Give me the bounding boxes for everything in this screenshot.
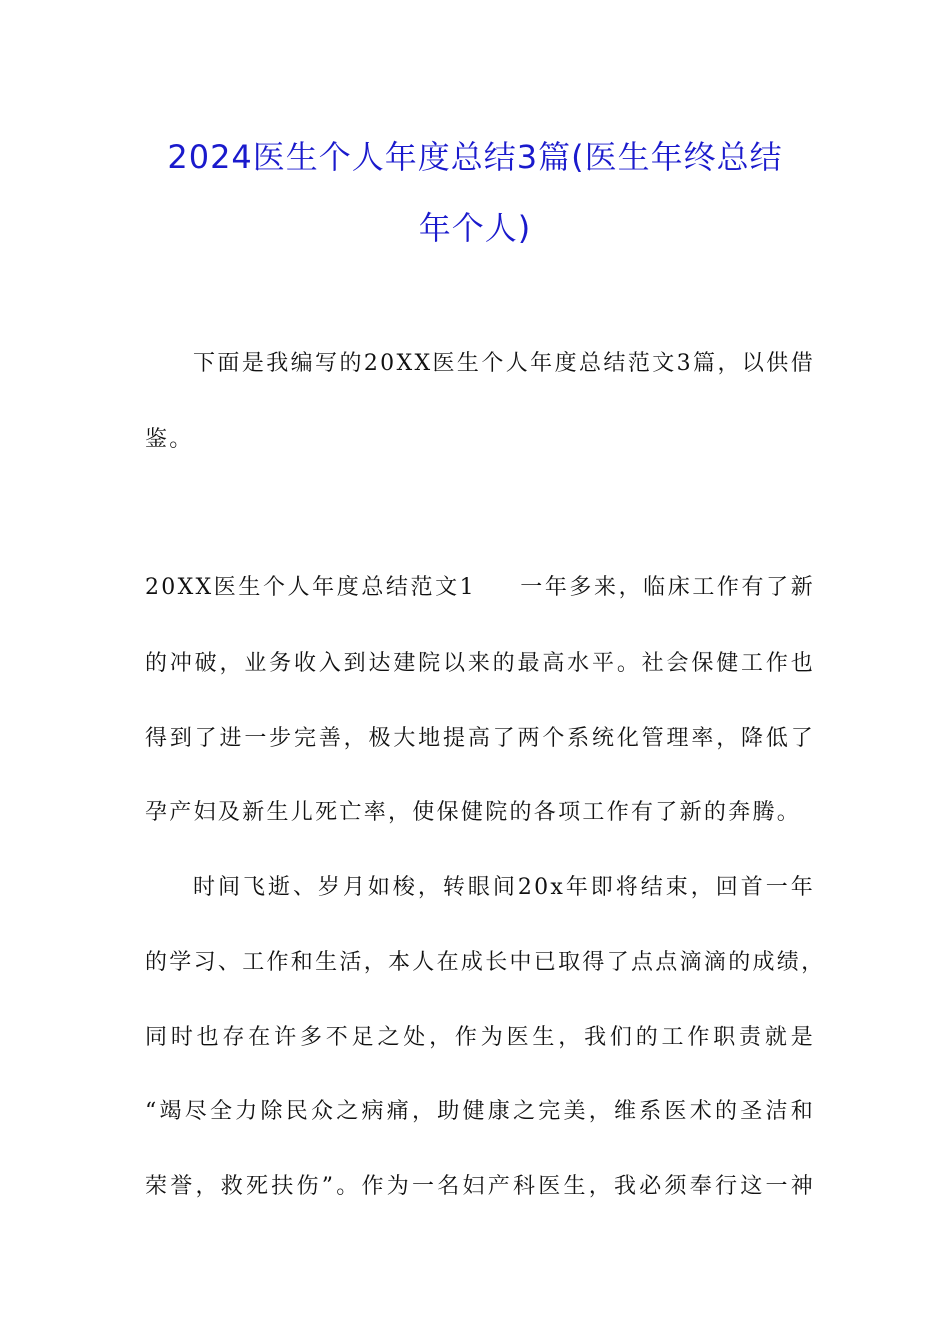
paragraph2-line-1: 时间飞逝、岁月如梭，转眼间20x年即将结束，回首一年 bbox=[193, 875, 815, 900]
section1-first-line bbox=[145, 570, 815, 601]
paragraph2-line-5: 荣誉，救死扶伤”。作为一名妇产科医生，我必须奉行这一神 bbox=[145, 1174, 815, 1199]
paragraph2-line-4: “竭尽全力除民众之病痛，助健康之完美，维系医术的圣洁和 bbox=[145, 1099, 815, 1124]
section1-line1-text: 一年多来，临床工作有了新 bbox=[519, 575, 815, 600]
paragraph2-line-2: 的学习、工作和生活，本人在成长中已取得了点点滴滴的成绩， bbox=[145, 950, 826, 975]
intro-line-2: 鉴。 bbox=[145, 427, 194, 452]
section1-heading: 20XX医生个人年度总结范文1 bbox=[145, 575, 476, 600]
intro-line-1: 下面是我编写的20XX医生个人年度总结范文3篇，以供借 bbox=[193, 351, 815, 376]
section1-line-2: 的冲破，业务收入到达建院以来的最高水平。社会保健工作也 bbox=[145, 651, 815, 676]
document-title-line-2: 年个人) bbox=[418, 209, 532, 247]
section1-line-3: 得到了进一步完善，极大地提高了两个系统化管理率，降低了 bbox=[145, 726, 815, 751]
section1-line-4: 孕产妇及新生儿死亡率，使保健院的各项工作有了新的奔腾。 bbox=[145, 800, 802, 825]
document-title-line-1: 2024医生个人年度总结3篇(医生年终总结 bbox=[167, 138, 783, 176]
paragraph2-line-3: 同时也存在许多不足之处，作为医生，我们的工作职责就是 bbox=[145, 1025, 815, 1050]
